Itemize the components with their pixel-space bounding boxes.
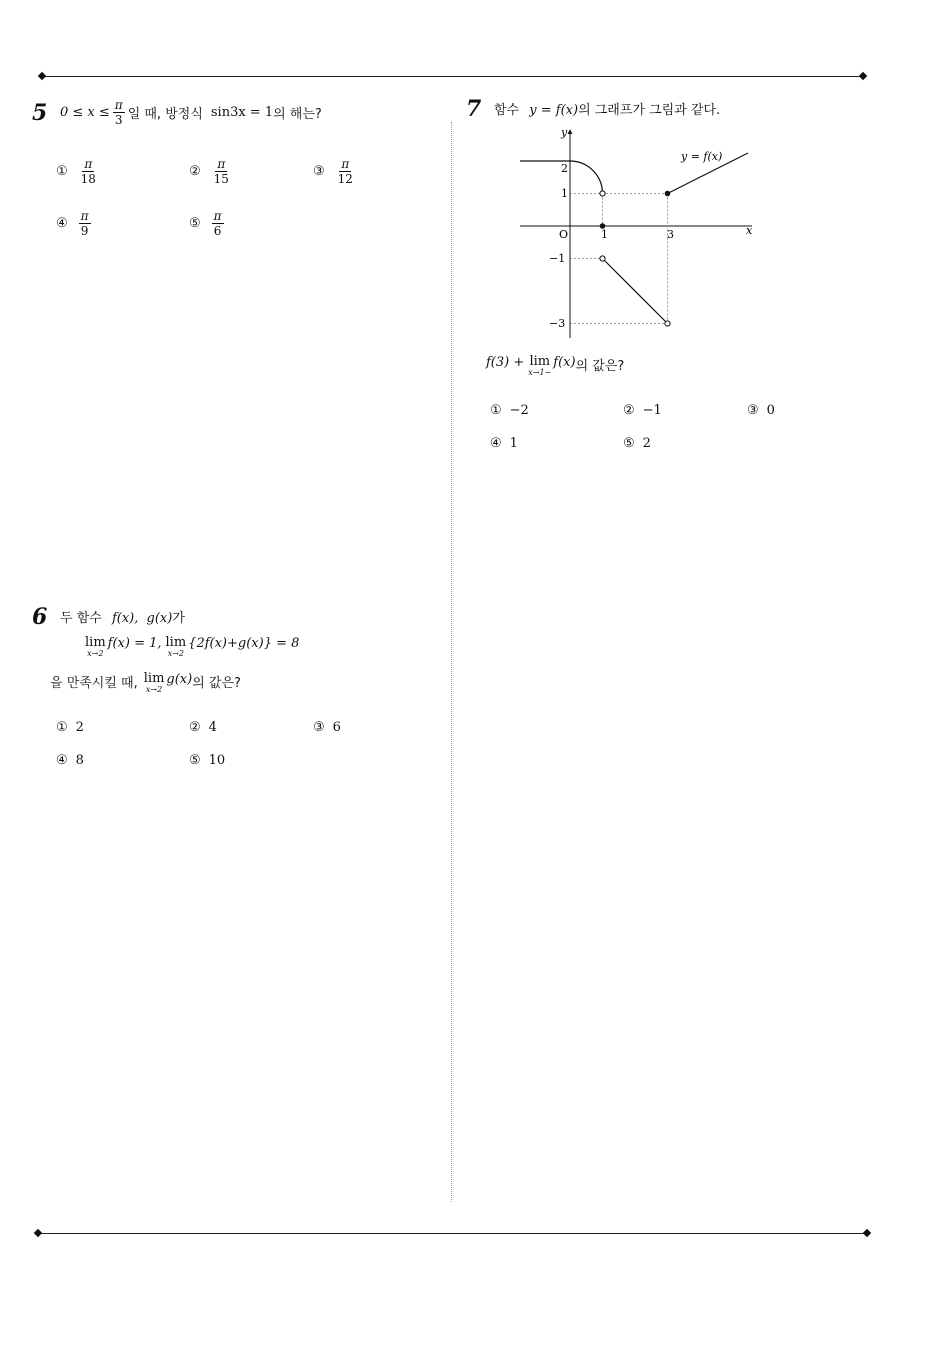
q5-option-4[interactable] bbox=[56, 209, 94, 238]
bottom-rule bbox=[38, 1233, 868, 1234]
q6-cond-sub2: x→2 bbox=[167, 649, 184, 658]
q6-option-1[interactable] bbox=[56, 720, 84, 735]
q6-option-1-mark: ① bbox=[56, 720, 68, 735]
q6-option-5-mark: ⑤ bbox=[189, 753, 201, 768]
top-rule bbox=[42, 76, 864, 77]
q6-text4: 의 값은? bbox=[192, 676, 241, 691]
q7-option-4-mark: ④ bbox=[490, 436, 502, 451]
bottom-rule-left-diamond bbox=[34, 1229, 42, 1237]
q6-option-2-value: 4 bbox=[208, 720, 217, 735]
q7-eq: y = f(x) bbox=[529, 103, 579, 118]
q7-option-1-value: −2 bbox=[509, 403, 529, 418]
x-tick-1: 1 bbox=[601, 228, 608, 241]
q5-option-2[interactable] bbox=[189, 157, 234, 186]
q6-option-4-value: 8 bbox=[75, 753, 84, 768]
open-point-1-1 bbox=[600, 191, 605, 196]
q5-option-4-num: π bbox=[80, 209, 89, 223]
q6-option-4-mark: ④ bbox=[56, 753, 68, 768]
q7-ask-lim: lim bbox=[529, 354, 551, 369]
q7-option-1-mark: ① bbox=[490, 403, 502, 418]
q6-cond-expr1: f(x) = 1, bbox=[107, 636, 162, 651]
q7-option-2-value: −1 bbox=[642, 403, 662, 418]
open-point-3-minus3 bbox=[665, 321, 670, 326]
q7-option-2[interactable] bbox=[623, 403, 662, 418]
q7-stem bbox=[494, 99, 720, 118]
curve-label: y = f(x) bbox=[681, 150, 723, 163]
q6-option-1-value: 2 bbox=[75, 720, 84, 735]
q7-option-5-value: 2 bbox=[642, 436, 651, 451]
q5-option-5-num: π bbox=[213, 209, 222, 223]
q5-option-2-den: 15 bbox=[213, 172, 229, 186]
q5-condition-fraction bbox=[113, 98, 125, 127]
q6-cond-lim1: lim bbox=[85, 635, 106, 650]
q6-f: f(x), bbox=[111, 611, 139, 626]
q5-option-5[interactable] bbox=[189, 209, 227, 238]
q6-text1: 두 함수 bbox=[60, 611, 102, 626]
q5-option-5-mark: ⑤ bbox=[189, 216, 201, 231]
y-tick-minus1: −1 bbox=[549, 252, 566, 265]
q6-g: g(x) bbox=[146, 611, 173, 626]
q5-text2: 의 해는? bbox=[273, 107, 322, 122]
q5-option-4-mark: ④ bbox=[56, 216, 68, 231]
q6-condition bbox=[85, 636, 299, 659]
y-tick-2: 2 bbox=[561, 162, 568, 175]
q7-ask-sub: x→1− bbox=[528, 368, 552, 377]
q7-question bbox=[486, 355, 624, 378]
guide-lines bbox=[570, 194, 668, 324]
q5-option-5-den: 6 bbox=[213, 224, 222, 238]
y-tick-1: 1 bbox=[561, 187, 568, 200]
q6-stem bbox=[60, 607, 185, 626]
q6-option-5-value: 10 bbox=[208, 753, 226, 768]
y-tick-minus3: −3 bbox=[549, 317, 566, 330]
y-axis-label: y bbox=[561, 126, 568, 139]
q5-option-1-den: 18 bbox=[80, 172, 96, 186]
q5-stem bbox=[60, 98, 322, 127]
q6-number: 6 bbox=[32, 604, 48, 630]
top-rule-right-diamond bbox=[859, 72, 867, 80]
q5-option-3-mark: ③ bbox=[313, 164, 325, 179]
q5-option-1[interactable] bbox=[56, 157, 101, 186]
open-point-1-minus1 bbox=[600, 256, 605, 261]
q6-option-2[interactable] bbox=[189, 720, 217, 735]
q7-text1: 함수 bbox=[494, 103, 520, 118]
q5-option-2-num: π bbox=[217, 157, 226, 171]
q5-number: 5 bbox=[32, 100, 48, 126]
filled-point-3-1 bbox=[665, 191, 671, 197]
q6-cond-sub1: x→2 bbox=[87, 649, 104, 658]
q6-option-5[interactable] bbox=[189, 753, 225, 768]
q5-frac-num: π bbox=[114, 98, 123, 112]
q6-cond-expr2: {2f(x)+g(x)} = 8 bbox=[188, 636, 300, 651]
q6-ask-expr: g(x) bbox=[166, 672, 193, 687]
q7-option-3-value: 0 bbox=[766, 403, 775, 418]
q5-option-3-den: 12 bbox=[337, 172, 353, 186]
q6-text2: 가 bbox=[172, 611, 185, 626]
q6-ask-sub: x→2 bbox=[145, 685, 163, 694]
q7-option-3-mark: ③ bbox=[747, 403, 759, 418]
q5-option-2-mark: ② bbox=[189, 164, 201, 179]
graph-arc bbox=[570, 161, 603, 194]
q7-option-4[interactable] bbox=[490, 436, 518, 451]
q6-option-2-mark: ② bbox=[189, 720, 201, 735]
q6-option-3-mark: ③ bbox=[313, 720, 325, 735]
q7-ask-expr1: f(3) + bbox=[486, 355, 525, 370]
q5-option-1-num: π bbox=[84, 157, 93, 171]
q6-ask-lim: lim bbox=[143, 671, 165, 686]
q7-option-1[interactable] bbox=[490, 403, 529, 418]
q7-option-5-mark: ⑤ bbox=[623, 436, 635, 451]
q6-question bbox=[50, 672, 241, 695]
column-divider bbox=[451, 122, 452, 1202]
q7-ask-expr2: f(x) bbox=[553, 355, 576, 370]
q5-option-3-num: π bbox=[341, 157, 350, 171]
q6-option-3[interactable] bbox=[313, 720, 341, 735]
q7-option-5[interactable] bbox=[623, 436, 651, 451]
q6-text3: 을 만족시킬 때, bbox=[50, 676, 138, 691]
q5-frac-den: 3 bbox=[114, 113, 123, 127]
q5-option-1-mark: ① bbox=[56, 164, 68, 179]
q7-text3: 의 값은? bbox=[575, 359, 625, 374]
q6-option-3-value: 6 bbox=[332, 720, 341, 735]
origin-label: O bbox=[559, 228, 569, 241]
q6-cond-lim2: lim bbox=[165, 635, 187, 650]
q7-graph bbox=[500, 120, 770, 345]
q5-option-3[interactable] bbox=[313, 157, 358, 186]
q5-option-4-den: 9 bbox=[80, 224, 89, 238]
q7-option-3[interactable] bbox=[747, 403, 775, 418]
x-tick-3: 3 bbox=[667, 228, 674, 241]
x-axis-label: x bbox=[746, 224, 753, 237]
graph-middle-segment bbox=[603, 259, 668, 324]
q7-option-2-mark: ② bbox=[623, 403, 635, 418]
bottom-rule-right-diamond bbox=[863, 1229, 871, 1237]
q5-condition: 0 ≤ x ≤ bbox=[60, 105, 110, 120]
q7-option-4-value: 1 bbox=[509, 436, 518, 451]
q7-number: 7 bbox=[466, 96, 482, 122]
q5-text1: 일 때, 방정식 bbox=[127, 107, 203, 122]
q6-option-4[interactable] bbox=[56, 753, 84, 768]
q7-text2: 의 그래프가 그림과 같다. bbox=[578, 103, 721, 118]
top-rule-left-diamond bbox=[38, 72, 46, 80]
q5-equation: sin3x = 1 bbox=[210, 105, 274, 120]
